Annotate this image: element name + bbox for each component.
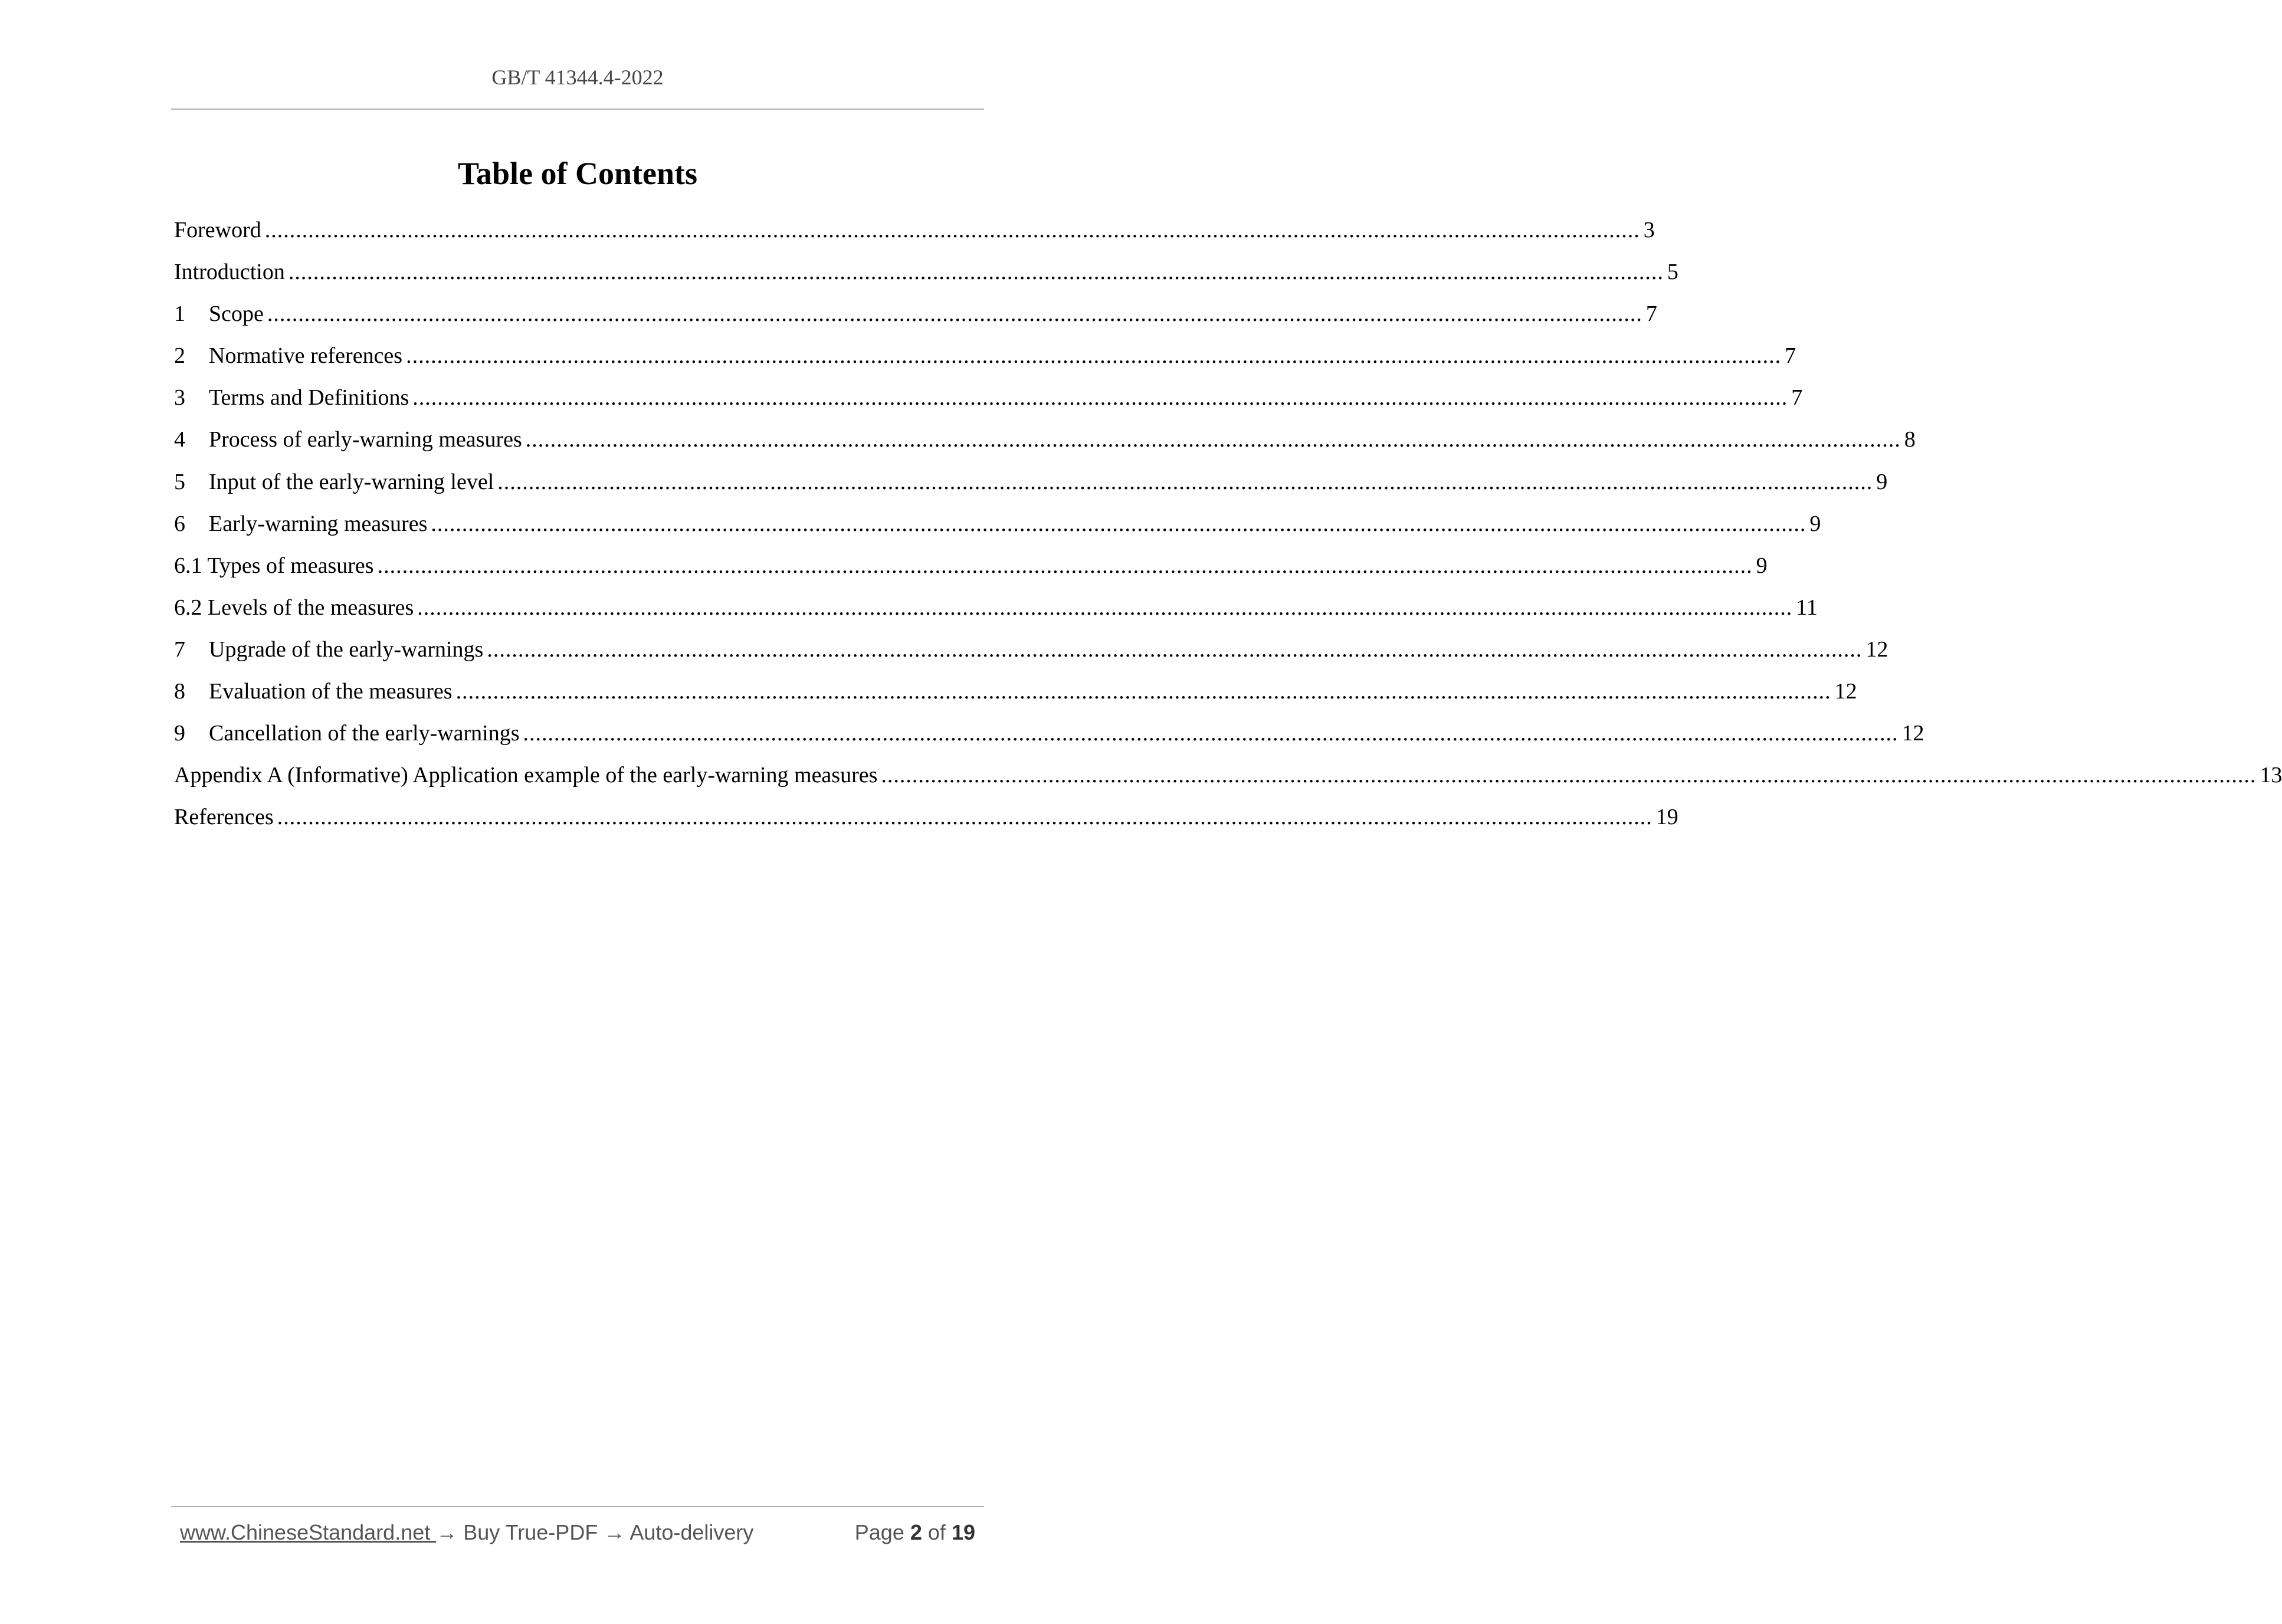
header-divider bbox=[171, 109, 984, 110]
page-title: Table of Contents bbox=[457, 156, 698, 191]
toc-entry-text: Appendix A (Informative) Application example of the early-warning measures bbox=[174, 763, 878, 788]
toc-leader-dots: .............................................................................................................................................................................................................................. bbox=[264, 218, 1640, 242]
toc-page-number: 7 bbox=[1785, 343, 1796, 369]
toc-page-number: 9 bbox=[1756, 553, 1768, 578]
toc-page-number: 12 bbox=[1834, 679, 1857, 704]
toc-entry-references[interactable] bbox=[174, 802, 1678, 844]
current-page-number: 2 bbox=[910, 1520, 922, 1544]
toc-page-number: 3 bbox=[1643, 218, 1655, 242]
page-label: Page bbox=[854, 1520, 904, 1544]
toc-page-number: 13 bbox=[2260, 763, 2282, 788]
toc-section-number: 5 bbox=[174, 469, 185, 494]
toc-entry-text: Normative references bbox=[209, 343, 403, 369]
toc-leader-dots: .............................................................................................................................................................................................................................. bbox=[487, 637, 1863, 662]
buy-true-pdf-text: Buy True-PDF bbox=[457, 1520, 604, 1544]
arrow-right-icon: → bbox=[604, 1520, 625, 1544]
auto-delivery-text: Auto-delivery bbox=[625, 1520, 754, 1544]
footer-promo bbox=[180, 1520, 753, 1545]
page-indicator bbox=[855, 1520, 975, 1545]
toc-entry-appendix-a[interactable] bbox=[174, 760, 2282, 802]
page-of-label: of bbox=[927, 1520, 946, 1544]
toc-entry-levels-of-measures[interactable] bbox=[174, 593, 1818, 635]
toc-page-number: 7 bbox=[1791, 385, 1803, 411]
toc-leader-dots: .............................................................................................................................................................................................................................. bbox=[523, 721, 1899, 746]
toc-entry-text: Cancellation of the early-warnings bbox=[209, 721, 520, 746]
toc-entry-types-of-measures[interactable] bbox=[174, 551, 1768, 593]
toc-leader-dots: .............................................................................................................................................................................................................................. bbox=[525, 427, 1901, 452]
toc-page-number: 12 bbox=[1865, 637, 1888, 662]
toc-leader-dots: .............................................................................................................................................................................................................................. bbox=[417, 595, 1793, 620]
toc-leader-dots: .............................................................................................................................................................................................................................. bbox=[288, 260, 1664, 285]
toc-section-number: 3 bbox=[174, 385, 185, 411]
toc-page-number: 8 bbox=[1904, 427, 1916, 452]
toc-section-number: 2 bbox=[174, 343, 185, 369]
toc-entry-foreword[interactable] bbox=[174, 215, 1655, 257]
page-header bbox=[171, 65, 984, 90]
toc-page-number: 5 bbox=[1667, 260, 1678, 285]
toc-entry-introduction[interactable] bbox=[174, 257, 1678, 299]
toc-page-number: 7 bbox=[1645, 301, 1657, 327]
toc-leader-dots: .............................................................................................................................................................................................................................. bbox=[412, 385, 1788, 411]
toc-entry-text: References bbox=[174, 805, 274, 830]
toc-leader-dots: .............................................................................................................................................................................................................................. bbox=[277, 805, 1653, 830]
toc-entry-normative-references[interactable] bbox=[174, 341, 1796, 383]
footer-divider bbox=[171, 1506, 984, 1507]
toc-entry-text: Upgrade of the early-warnings bbox=[209, 637, 484, 662]
toc-leader-dots: .............................................................................................................................................................................................................................. bbox=[881, 763, 2257, 788]
toc-entry-evaluation[interactable] bbox=[174, 677, 1857, 719]
toc-entry-cancellation[interactable] bbox=[174, 719, 1924, 760]
toc-entry-scope[interactable] bbox=[174, 299, 1657, 341]
toc-leader-dots: .............................................................................................................................................................................................................................. bbox=[455, 679, 1831, 704]
toc-entry-text: Early-warning measures bbox=[209, 511, 428, 536]
toc-section-number: 9 bbox=[174, 721, 185, 746]
toc-leader-dots: .............................................................................................................................................................................................................................. bbox=[406, 343, 1782, 369]
toc-page-number: 9 bbox=[1809, 511, 1821, 536]
website-link[interactable]: www.ChineseStandard.net bbox=[180, 1520, 437, 1544]
toc-leader-dots: .............................................................................................................................................................................................................................. bbox=[497, 469, 1873, 494]
toc-page-number: 12 bbox=[1901, 721, 1924, 746]
toc-section-number: 1 bbox=[174, 301, 185, 327]
toc-entry-text: Evaluation of the measures bbox=[209, 679, 453, 704]
total-pages-number: 19 bbox=[951, 1520, 975, 1544]
toc-page-number: 11 bbox=[1796, 595, 1818, 620]
toc-entry-text: Terms and Definitions bbox=[209, 385, 409, 411]
toc-leader-dots: .............................................................................................................................................................................................................................. bbox=[267, 301, 1642, 327]
toc-entry-upgrade[interactable] bbox=[174, 635, 1888, 677]
toc-page-number: 9 bbox=[1876, 469, 1888, 494]
toc-entry-text: Process of early-warning measures bbox=[209, 427, 522, 452]
toc-entry-early-warning-measures[interactable] bbox=[174, 509, 1821, 551]
arrow-right-icon: → bbox=[436, 1520, 458, 1544]
toc-section-number: 7 bbox=[174, 637, 185, 662]
toc-section-number: 4 bbox=[174, 427, 185, 452]
toc-entry-text: Input of the early-warning level bbox=[209, 469, 494, 494]
toc-section-number: 6 bbox=[174, 511, 185, 536]
table-of-contents bbox=[174, 215, 2282, 844]
toc-leader-dots: .............................................................................................................................................................................................................................. bbox=[431, 511, 1806, 536]
toc-page-number: 19 bbox=[1655, 805, 1678, 830]
toc-entry-text: Scope bbox=[209, 301, 264, 327]
toc-entry-text: Introduction bbox=[174, 260, 285, 285]
toc-entry-terms-definitions[interactable] bbox=[174, 383, 1803, 425]
document-id: GB/T 41344.4-2022 bbox=[491, 65, 664, 89]
toc-entry-input-level[interactable] bbox=[174, 467, 1888, 509]
toc-entry-process[interactable] bbox=[174, 425, 1916, 467]
toc-section-number: 8 bbox=[174, 679, 185, 704]
page-footer bbox=[180, 1520, 975, 1545]
toc-entry-text: Foreword bbox=[174, 218, 261, 242]
toc-entry-text: 6.2 Levels of the measures bbox=[174, 595, 414, 620]
toc-entry-text: 6.1 Types of measures bbox=[174, 553, 374, 578]
toc-leader-dots: .............................................................................................................................................................................................................................. bbox=[377, 553, 1753, 578]
